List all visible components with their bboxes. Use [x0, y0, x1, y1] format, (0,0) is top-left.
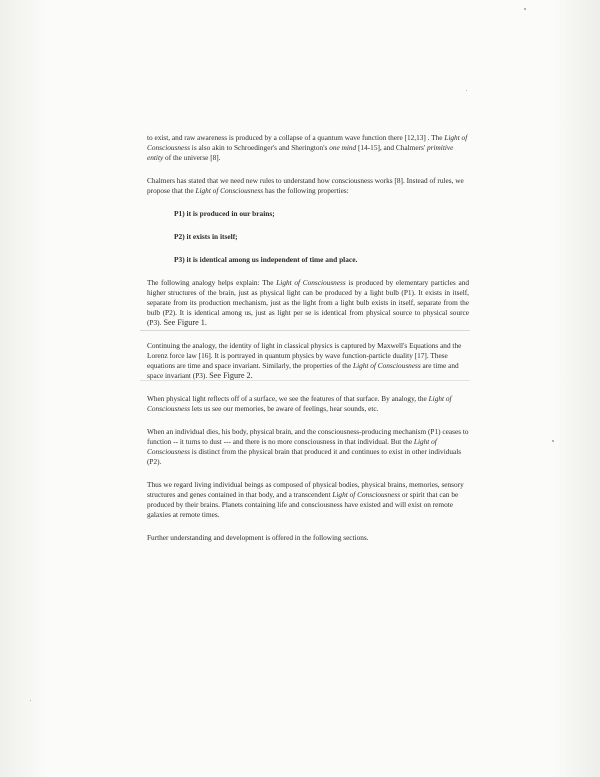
italic-term: Light of Consciousness — [147, 437, 437, 456]
paragraph-8: Further understanding and development is offered in the following sections. — [147, 533, 369, 542]
paragraph-3 — [147, 278, 469, 328]
figure-reference: See Figure 1. — [161, 318, 207, 327]
paragraph-text: to exist, and raw awareness is produced by a collapse of a quantum wave function there [12,13] . The — [147, 133, 445, 142]
scan-speck — [552, 440, 554, 442]
scan-speck — [524, 8, 526, 10]
scan-speck — [466, 90, 467, 91]
property-p2: P2) it exists in itself; — [174, 232, 238, 241]
italic-term: Light of Consciousness — [147, 133, 468, 152]
paragraph-5 — [147, 394, 469, 414]
figure-reference: See Figure 2. — [207, 371, 253, 380]
paragraph-text: or spirit that can be produced by their brains. Planets containing life and consciousness have existed and will exist on remote galaxies at remote times. — [147, 490, 459, 519]
paragraph-text: of the universe [8]. — [163, 153, 221, 162]
italic-term: Light of Consciousness — [353, 361, 421, 370]
paragraph-text: Thus we regard living individual beings as composed of physical bodies, physical brains, memories, sensory structures and genes contained in that body, and a transcendent — [147, 480, 464, 499]
paragraph-text: The following analogy helps explain: The — [147, 278, 277, 287]
paragraph-text: When physical light reflects off of a surface, we see the features of that surface. By analogy, the — [147, 394, 429, 403]
document-body — [147, 133, 469, 543]
italic-term: Light of Consciousness — [276, 278, 346, 287]
italic-term: Light of Consciousness — [195, 186, 264, 195]
paragraph-1 — [147, 133, 469, 163]
paragraph-4 — [147, 341, 469, 381]
paragraph-text: has the following properties: — [263, 186, 349, 195]
scan-speck — [30, 700, 31, 701]
italic-term: Light of Consciousness — [332, 490, 401, 499]
paragraph-2 — [147, 176, 469, 196]
property-p1: P1) it is produced in our brains; — [174, 209, 275, 218]
italic-term: primitive entity — [147, 143, 454, 162]
paragraph-text: are time and space invariant (P3). — [147, 361, 459, 380]
paragraph-6 — [147, 427, 469, 467]
paragraph-text: is produced by elementary particles and higher structures of the brain, just as physical light can be produced by a light bulb (P1). It exists in itself, separate from its production mechanism, just as the light from a light bulb exists in itself, separate from the bulb (P2). It is identical among us, just as light per se is identical from physical source to physical source (P3). — [147, 278, 469, 327]
paragraph-7 — [147, 480, 469, 520]
italic-term: one mind — [329, 143, 357, 152]
paragraph-text: is also akin to Schroedinger's and Sherington's — [189, 143, 330, 152]
paragraph-text: lets us see our memories, be aware of feelings, hear sounds, etc. — [189, 404, 379, 413]
property-p3: P3) it is identical among us independent of time and place. — [174, 255, 358, 264]
paragraph-text: When an individual dies, his body, physical brain, and the consciousness-producing mechanism (P1) ceases to function -- it turns to dust --- and there is no more consciousness in that individual. But the — [147, 427, 469, 446]
paragraph-text: Continuing the analogy, the identity of light in classical physics is captured by Maxwell's Equations and the Lorenz force law [16]. It is portrayed in quantum physics by wave function-particle duality [17]. These equations are time and space invariant. Similarly, the properties of the — [147, 341, 462, 370]
paragraph-text: Chalmers has stated that we need new rules to understand how consciousness works [8]. Instead of rules, we propose that the — [147, 176, 464, 195]
italic-term: Light of Consciousness — [147, 394, 452, 413]
paragraph-text: [14-15], and Chalmers' — [356, 143, 428, 152]
paragraph-text: is distinct from the physical brain that produced it and continues to exist in other individuals (P2). — [147, 447, 462, 466]
